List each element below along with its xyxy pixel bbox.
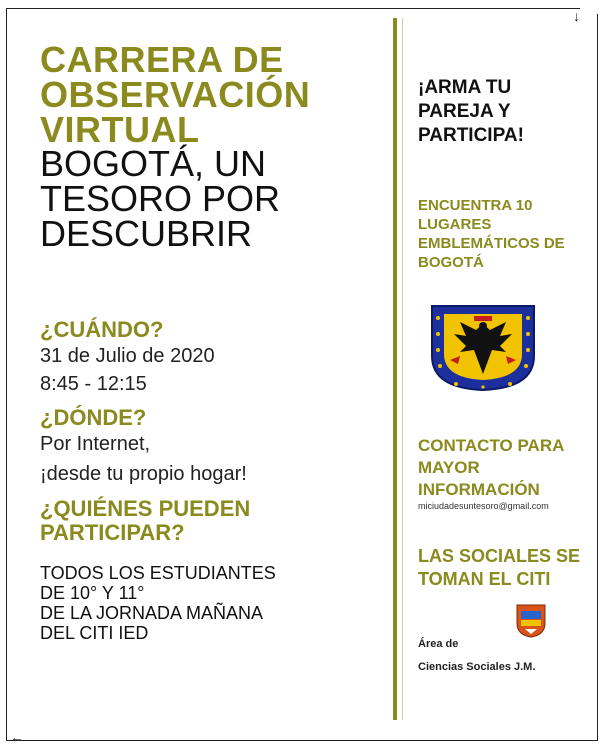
contact-email[interactable]: miciudadesuntesoro@gmail.com — [418, 501, 549, 511]
when-time: 8:45 - 12:15 — [40, 373, 147, 395]
column-divider-shadow — [402, 18, 403, 720]
area-line-2: Ciencias Sociales J.M. — [418, 661, 536, 673]
who-text: TODOS LOS ESTUDIANTES DE 10° Y 11° DE LA JORNADA MAÑANA DEL CITI IED — [40, 563, 276, 643]
when-label: ¿CUÁNDO? — [40, 317, 164, 342]
event-subtitle: BOGOTÁ, UN TESORO POR DESCUBRIR — [40, 143, 281, 254]
corner-arrow-icon: ← — [10, 729, 24, 745]
page-border-left — [6, 8, 7, 740]
where-label: ¿DÓNDE? — [40, 405, 147, 430]
school-shield-icon — [515, 603, 547, 639]
page-border-bottom — [6, 740, 598, 741]
page-border-right — [597, 14, 598, 740]
who-label: ¿QUIÉNES PUEDEN PARTICIPAR? — [40, 496, 251, 545]
where-line-2: ¡desde tu propio hogar! — [40, 463, 247, 485]
bogota-coat-of-arms-icon — [430, 304, 536, 392]
corner-arrow-icon: ↓ — [573, 8, 580, 24]
call-to-action: ¡ARMA TU PAREJA Y PARTICIPA! — [418, 77, 524, 146]
find-places-text: ENCUENTRA 10 LUGARES EMBLEMÁTICOS DE BOGOTÁ — [418, 197, 565, 271]
when-date: 31 de Julio de 2020 — [40, 345, 215, 367]
column-divider — [393, 18, 397, 720]
contact-label: CONTACTO PARA MAYOR INFORMACIÓN — [418, 436, 564, 499]
area-line-1: Área de — [418, 638, 459, 650]
event-title: CARRERA DE OBSERVACIÓN VIRTUAL — [40, 39, 311, 150]
where-line-1: Por Internet, — [40, 433, 151, 455]
page-border-top — [6, 8, 580, 9]
socials-text: LAS SOCIALES SE TOMAN EL CITI — [418, 546, 581, 589]
